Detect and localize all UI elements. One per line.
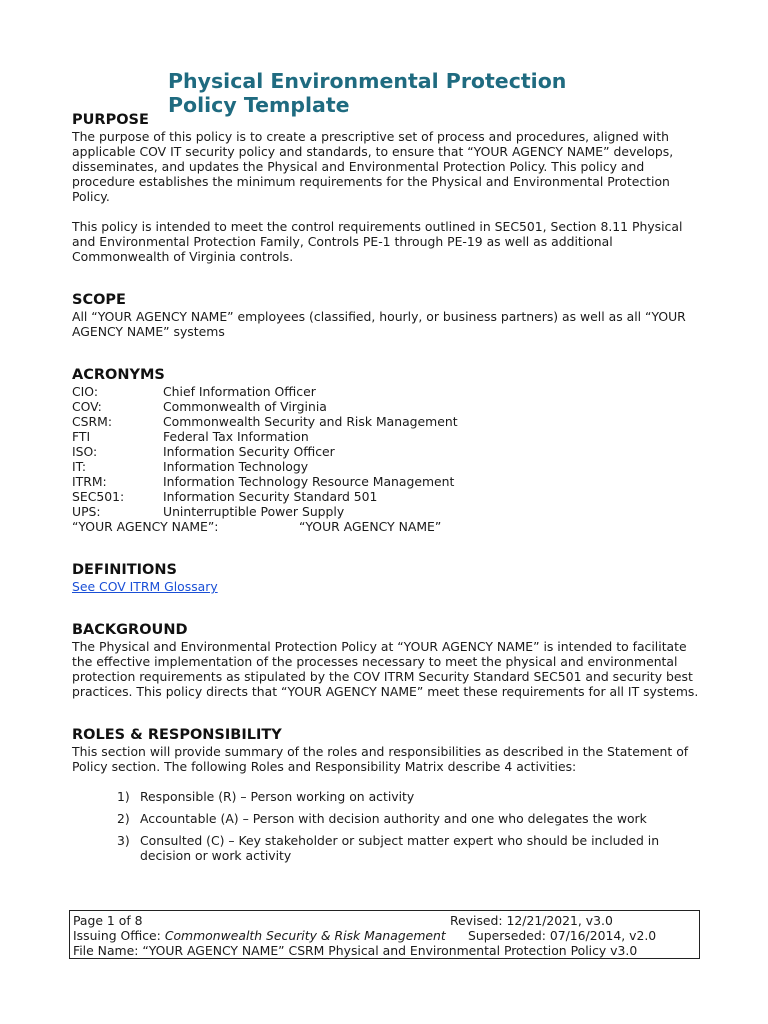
acronym-row xyxy=(72,429,702,444)
purpose-section xyxy=(72,112,702,264)
page-footer xyxy=(69,910,700,959)
title-line-2: Policy Template xyxy=(168,93,350,117)
document-title xyxy=(168,69,566,117)
roles-section xyxy=(72,727,702,863)
acronym-term: ITRM: xyxy=(72,474,107,489)
acronym-term: FTI xyxy=(72,429,91,444)
acronym-row xyxy=(72,504,702,519)
list-item xyxy=(117,789,702,804)
list-number: 2) xyxy=(117,811,130,826)
purpose-paragraph-2: This policy is intended to meet the control requirements outlined in SEC501, Section 8.11 Physical and Environmental Protection Family, Controls PE-1 through PE-19 as well as additional Commonwealth of Virginia controls. xyxy=(72,219,683,264)
acronym-row xyxy=(72,444,702,459)
scope-text: All “YOUR AGENCY NAME” employees (classified, hourly, or business partners) as well as all “YOUR AGENCY NAME” systems xyxy=(72,309,686,339)
definitions-section xyxy=(72,562,702,594)
superseded-date: Superseded: 07/16/2014, v2.0 xyxy=(468,928,657,943)
acronym-definition: Commonwealth of Virginia xyxy=(163,399,327,414)
acronym-definition: Uninterruptible Power Supply xyxy=(163,504,345,519)
acronym-definition: Commonwealth Security and Risk Management xyxy=(163,414,458,429)
document-body xyxy=(72,112,702,870)
list-text: Responsible (R) – Person working on activity xyxy=(140,789,415,804)
acronym-term: “YOUR AGENCY NAME”: xyxy=(72,519,219,534)
roles-intro: This section will provide summary of the roles and responsibilities as described in the Statement of Policy section. The following Roles and Responsibility Matrix describe 4 activities: xyxy=(72,744,689,774)
acronym-row xyxy=(72,459,702,474)
list-text: Consulted (C) – Key stakeholder or subject matter expert who should be included in decision or work activity xyxy=(140,833,660,863)
acronym-term: UPS: xyxy=(72,504,101,519)
acronym-definition: Information Security Officer xyxy=(163,444,335,459)
file-name: File Name: “YOUR AGENCY NAME” CSRM Physical and Environmental Protection Policy v3.0 xyxy=(73,943,638,958)
itrm-glossary-link[interactable]: See COV ITRM Glossary xyxy=(72,579,218,594)
acronym-term: COV: xyxy=(72,399,102,414)
acronym-row xyxy=(72,519,702,534)
revised-date: Revised: 12/21/2021, v3.0 xyxy=(450,913,613,928)
roles-heading: ROLES & RESPONSIBILITY xyxy=(72,727,282,743)
raci-list xyxy=(72,789,702,863)
list-text: Accountable (A) – Person with decision authority and one who delegates the work xyxy=(140,811,647,826)
list-item xyxy=(117,811,702,826)
title-line-1: Physical Environmental Protection xyxy=(168,69,567,93)
background-section xyxy=(72,622,702,699)
acronyms-section xyxy=(72,367,702,534)
acronym-definition: Information Technology Resource Management xyxy=(163,474,455,489)
issuing-office-value: Commonwealth Security & Risk Management xyxy=(164,928,446,943)
background-heading: BACKGROUND xyxy=(72,622,188,638)
acronym-definition: Information Security Standard 501 xyxy=(163,489,378,504)
acronym-row xyxy=(72,399,702,414)
list-number: 1) xyxy=(117,789,130,804)
list-item xyxy=(117,833,702,863)
page-number: Page 1 of 8 xyxy=(73,913,143,928)
acronyms-heading: ACRONYMS xyxy=(72,367,165,383)
issuing-office-label: Issuing Office: xyxy=(73,928,165,943)
acronym-row xyxy=(72,489,702,504)
acronym-term: CSRM: xyxy=(72,414,112,429)
acronym-term: CIO: xyxy=(72,384,99,399)
acronym-definition: Chief Information Officer xyxy=(163,384,316,399)
scope-section xyxy=(72,292,702,339)
purpose-paragraph-1: The purpose of this policy is to create a prescriptive set of process and procedures, aligned with applicable COV IT security policy and standards, to ensure that “YOUR AGENCY NAME” develops, disseminates, and updates the Physical and Environmental Protection Policy. This policy and procedure establishes the minimum requirements for the Physical and Environmental Protection Policy. xyxy=(72,129,674,204)
acronym-list xyxy=(72,384,702,534)
list-number: 3) xyxy=(117,833,130,848)
acronym-row xyxy=(72,474,702,489)
scope-heading: SCOPE xyxy=(72,292,126,308)
acronym-definition: “YOUR AGENCY NAME” xyxy=(299,519,442,534)
background-text: The Physical and Environmental Protection Policy at “YOUR AGENCY NAME” is intended to facilitate the effective implementation of the processes necessary to meet the physical and environmental protection requirements as stipulated by the COV ITRM Security Standard SEC501 and security best practices. This policy directs that “YOUR AGENCY NAME” meet these requirements for all IT systems. xyxy=(72,639,699,699)
purpose-heading: PURPOSE xyxy=(72,112,149,128)
definitions-heading: DEFINITIONS xyxy=(72,562,177,578)
acronym-definition: Federal Tax Information xyxy=(163,429,309,444)
acronym-term: IT: xyxy=(72,459,87,474)
acronym-term: SEC501: xyxy=(72,489,125,504)
acronym-row xyxy=(72,414,702,429)
acronym-term: ISO: xyxy=(72,444,98,459)
acronym-definition: Information Technology xyxy=(163,459,309,474)
issuing-office xyxy=(73,928,468,943)
acronym-row xyxy=(72,384,702,399)
